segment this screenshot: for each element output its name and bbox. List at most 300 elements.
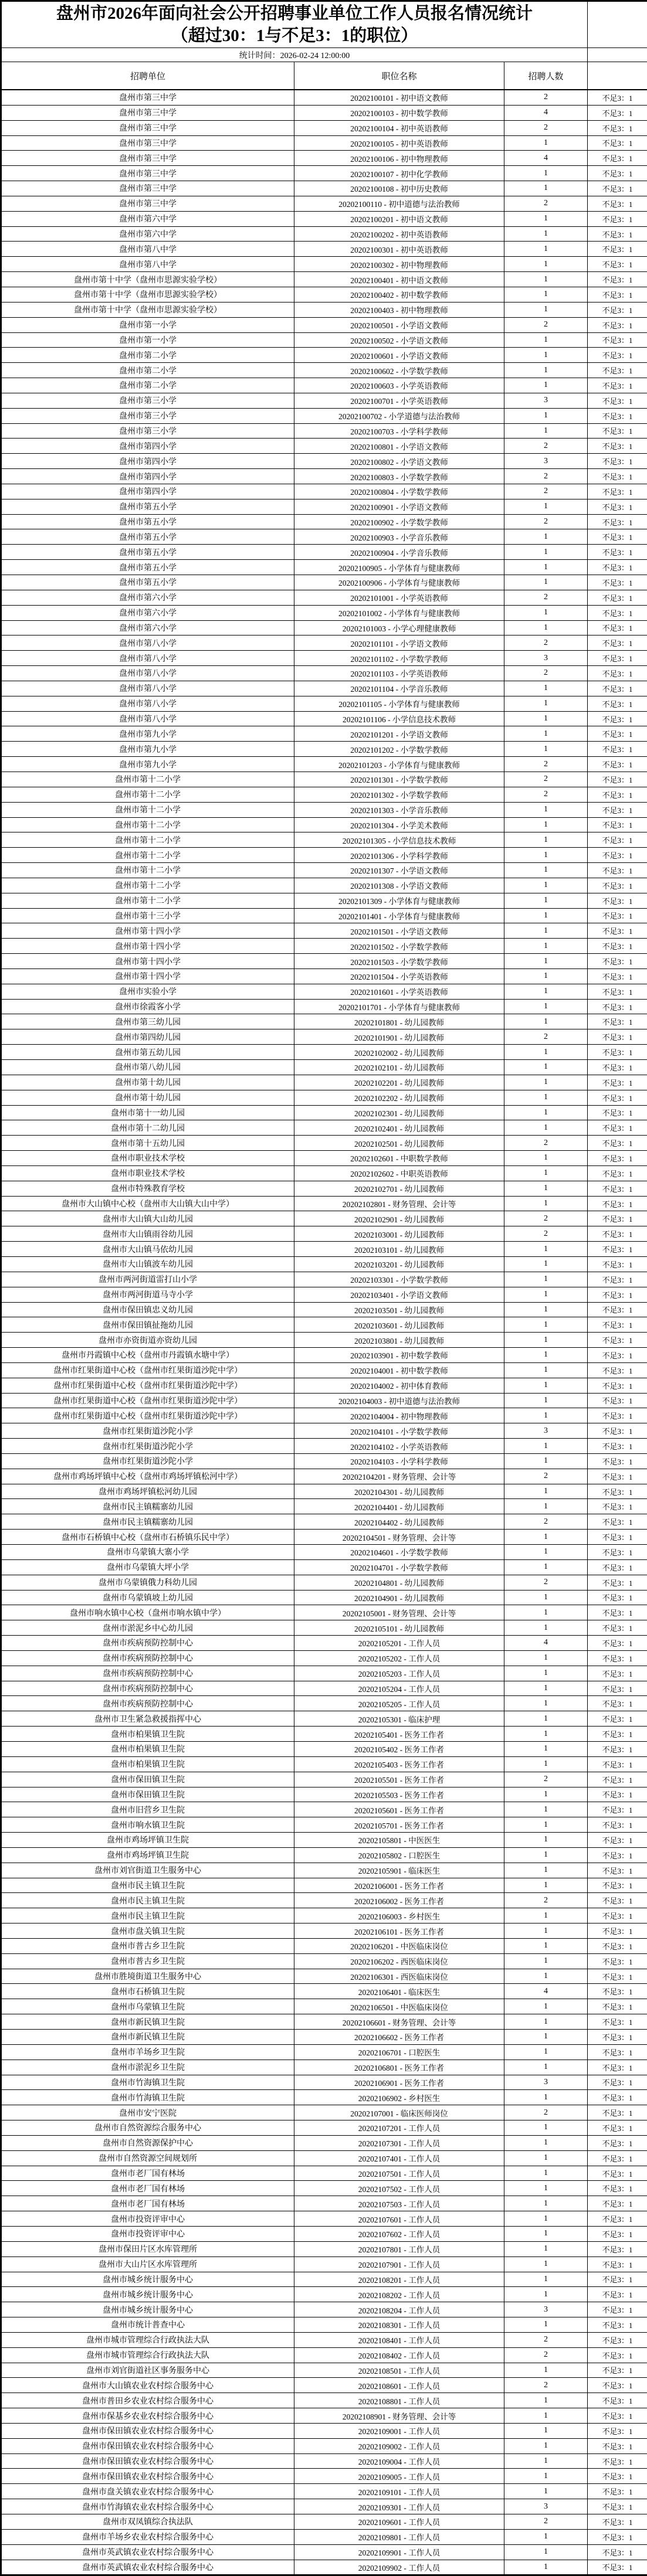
- position-cell: 20202102202 - 幼儿园教师: [294, 1090, 504, 1105]
- count-cell: 1: [504, 1999, 588, 2014]
- ratio-cell: 不足3：1: [588, 317, 647, 332]
- unit-cell: 盘州市红果街道中心校（盘州市红果街道沙陀中学）: [1, 1408, 294, 1423]
- position-cell: 20202105205 - 工作人员: [294, 1696, 504, 1711]
- count-cell: 2: [504, 1772, 588, 1787]
- count-cell: 1: [504, 272, 588, 287]
- position-cell: 20202104801 - 幼儿园教师: [294, 1575, 504, 1590]
- count-cell: 1: [504, 1969, 588, 1984]
- table-row: [1, 545, 647, 560]
- unit-cell: 盘州市柏果镇卫生院: [1, 1741, 294, 1756]
- position-cell: 20202102201 - 幼儿园教师: [294, 1075, 504, 1090]
- table-row: [1, 1817, 647, 1833]
- unit-cell: 盘州市第一小学: [1, 332, 294, 348]
- position-cell: 20202101105 - 小学体育与健康教师: [294, 696, 504, 711]
- ratio-cell: 不足3：1: [588, 1423, 647, 1439]
- position-cell: 20202106001 - 医务工作者: [294, 1878, 504, 1893]
- unit-cell: 盘州市大山镇马依幼儿园: [1, 1242, 294, 1257]
- ratio-cell: 不足3：1: [588, 242, 647, 257]
- unit-cell: 盘州市第九小学: [1, 726, 294, 742]
- unit-cell: 盘州市第十二小学: [1, 893, 294, 908]
- unit-cell: 盘州市鸡场坪镇中心校（盘州市鸡场坪镇松河中学）: [1, 1469, 294, 1484]
- position-cell: 20202109601 - 工作人员: [294, 2514, 504, 2530]
- ratio-cell: 不足3：1: [588, 2529, 647, 2544]
- table-row: [1, 454, 647, 469]
- unit-cell: 盘州市羊场乡农业农村综合服务中心: [1, 2529, 294, 2544]
- count-cell: 1: [504, 211, 588, 226]
- count-cell: 1: [504, 2044, 588, 2060]
- title-row: [1, 1, 647, 48]
- position-cell: 20202102401 - 幼儿园教师: [294, 1120, 504, 1136]
- ratio-cell: 不足3：1: [588, 817, 647, 832]
- ratio-cell: 不足3：1: [588, 1590, 647, 1605]
- ratio-cell: 不足3：1: [588, 2196, 647, 2211]
- count-cell: 1: [504, 863, 588, 878]
- unit-cell: 盘州市疾病预防控制中心: [1, 1650, 294, 1666]
- table-row: [1, 1181, 647, 1196]
- table-row: [1, 939, 647, 954]
- count-cell: 1: [504, 1741, 588, 1756]
- column-header-unit: 招聘单位: [1, 62, 294, 90]
- table-row: [1, 1060, 647, 1075]
- unit-cell: 盘州市竹海镇卫生院: [1, 2075, 294, 2090]
- unit-cell: 盘州市民主镇糯寨幼儿园: [1, 1514, 294, 1530]
- count-cell: 1: [504, 2135, 588, 2150]
- unit-cell: 盘州市保田镇扯拖幼儿园: [1, 1317, 294, 1333]
- ratio-cell: 不足3：1: [588, 1923, 647, 1939]
- unit-cell: 盘州市竹海镇农业农村综合服务中心: [1, 2499, 294, 2514]
- count-cell: 2: [504, 1029, 588, 1045]
- count-cell: 1: [504, 2408, 588, 2424]
- position-cell: 20202100701 - 小学英语教师: [294, 393, 504, 408]
- unit-cell: 盘州市安宁医院: [1, 2105, 294, 2120]
- count-cell: 2: [504, 1575, 588, 1590]
- unit-cell: 盘州市统计普查中心: [1, 2317, 294, 2333]
- unit-cell: 盘州市民主镇卫生院: [1, 1893, 294, 1908]
- table-header-row: [1, 62, 647, 90]
- unit-cell: 盘州市第六小学: [1, 605, 294, 620]
- table-row: [1, 1575, 647, 1590]
- ratio-cell: 不足3：1: [588, 2363, 647, 2378]
- ratio-cell: 不足3：1: [588, 332, 647, 348]
- position-cell: 20202101202 - 小学数学教师: [294, 742, 504, 757]
- unit-cell: 盘州市红果街道沙陀小学: [1, 1453, 294, 1469]
- unit-cell: 盘州市羊场乡卫生院: [1, 2044, 294, 2060]
- table-row: [1, 2014, 647, 2030]
- unit-cell: 盘州市第三中学: [1, 166, 294, 181]
- count-cell: 4: [504, 1636, 588, 1651]
- ratio-cell: 不足3：1: [588, 757, 647, 772]
- table-row: [1, 908, 647, 923]
- position-cell: 20202106002 - 医务工作者: [294, 1893, 504, 1908]
- unit-cell: 盘州市第十二小学: [1, 772, 294, 787]
- ratio-cell: 不足3：1: [588, 1226, 647, 1242]
- position-cell: 20202106902 - 乡村医生: [294, 2090, 504, 2105]
- unit-cell: 盘州市保田镇农业农村综合服务中心: [1, 2469, 294, 2484]
- ratio-cell: 不足3：1: [588, 1408, 647, 1423]
- ratio-cell: 不足3：1: [588, 1302, 647, 1317]
- ratio-cell: 不足3：1: [588, 1696, 647, 1711]
- table-row: [1, 1348, 647, 1363]
- ratio-cell: 不足3：1: [588, 90, 647, 105]
- unit-cell: 盘州市保田镇农业农村综合服务中心: [1, 2438, 294, 2453]
- unit-cell: 盘州市第十四小学: [1, 939, 294, 954]
- count-cell: 1: [504, 681, 588, 696]
- count-cell: 1: [504, 332, 588, 348]
- page-title: [1, 1, 588, 48]
- position-cell: 20202100101 - 初中语文教师: [294, 90, 504, 105]
- ratio-cell: 不足3：1: [588, 1256, 647, 1272]
- count-cell: 1: [504, 302, 588, 317]
- ratio-cell: 不足3：1: [588, 2514, 647, 2530]
- table-row: [1, 408, 647, 423]
- ratio-cell: 不足3：1: [588, 742, 647, 757]
- unit-cell: 盘州市红果街道沙陀小学: [1, 1439, 294, 1454]
- count-cell: 1: [504, 2393, 588, 2408]
- table-row: [1, 2287, 647, 2302]
- position-cell: 20202109005 - 工作人员: [294, 2469, 504, 2484]
- unit-cell: 盘州市城市管理综合行政执法大队: [1, 2347, 294, 2363]
- count-cell: 1: [504, 2030, 588, 2045]
- count-cell: 1: [504, 1362, 588, 1378]
- ratio-cell: 不足3：1: [588, 196, 647, 211]
- count-cell: 1: [504, 2166, 588, 2181]
- unit-cell: 盘州市乌蒙镇大坪小学: [1, 1559, 294, 1575]
- table-row: [1, 242, 647, 257]
- position-cell: 20202102501 - 幼儿园教师: [294, 1136, 504, 1151]
- unit-cell: 盘州市城市管理综合行政执法大队: [1, 2332, 294, 2347]
- count-cell: 2: [504, 635, 588, 651]
- table-row: [1, 651, 647, 666]
- ratio-cell: 不足3：1: [588, 999, 647, 1014]
- unit-cell: 盘州市第五小学: [1, 499, 294, 514]
- table-row: [1, 560, 647, 575]
- ratio-cell: 不足3：1: [588, 1181, 647, 1196]
- count-cell: 1: [504, 1317, 588, 1333]
- table-row: [1, 696, 647, 711]
- unit-cell: 盘州市亦资街道亦资幼儿园: [1, 1333, 294, 1348]
- position-cell: 20202107001 - 临床医师岗位: [294, 2105, 504, 2120]
- count-cell: 2: [504, 787, 588, 802]
- position-cell: 20202101302 - 小学数学教师: [294, 787, 504, 802]
- count-cell: 1: [504, 545, 588, 560]
- position-cell: 20202105001 - 财务管理、会计等: [294, 1605, 504, 1620]
- count-cell: 1: [504, 2287, 588, 2302]
- unit-cell: 盘州市红果街道沙陀小学: [1, 1423, 294, 1439]
- position-cell: 20202106401 - 临床医生: [294, 1984, 504, 1999]
- ratio-cell: 不足3：1: [588, 666, 647, 681]
- count-cell: 2: [504, 90, 588, 105]
- ratio-cell: 不足3：1: [588, 939, 647, 954]
- position-cell: 20202104103 - 小学科学教师: [294, 1453, 504, 1469]
- table-row: [1, 1878, 647, 1893]
- position-cell: 20202103201 - 幼儿园教师: [294, 1256, 504, 1272]
- count-cell: 1: [504, 1105, 588, 1120]
- table-row: [1, 1681, 647, 1696]
- ratio-cell: 不足3：1: [588, 1453, 647, 1469]
- unit-cell: 盘州市英武镇农业农村综合服务中心: [1, 2560, 294, 2575]
- count-cell: 1: [504, 696, 588, 711]
- count-cell: 1: [504, 817, 588, 832]
- table-row: [1, 1196, 647, 1211]
- count-cell: 3: [504, 651, 588, 666]
- unit-cell: 盘州市第六中学: [1, 226, 294, 242]
- table-row: [1, 1636, 647, 1651]
- unit-cell: 盘州市第二小学: [1, 378, 294, 393]
- position-cell: 20202105601 - 医务工作者: [294, 1802, 504, 1817]
- ratio-cell: 不足3：1: [588, 2347, 647, 2363]
- position-cell: 20202101103 - 小学英语教师: [294, 666, 504, 681]
- table-row: [1, 802, 647, 817]
- table-row: [1, 1666, 647, 1681]
- count-cell: 1: [504, 1666, 588, 1681]
- ratio-cell: 不足3：1: [588, 1242, 647, 1257]
- table-row: [1, 1787, 647, 1802]
- position-cell: 20202101106 - 小学信息技术教师: [294, 711, 504, 726]
- count-cell: 3: [504, 2499, 588, 2514]
- ratio-cell: 不足3：1: [588, 2166, 647, 2181]
- table-row: [1, 1120, 647, 1136]
- unit-cell: 盘州市双凤镇综合执法队: [1, 2514, 294, 2530]
- ratio-cell: 不足3：1: [588, 984, 647, 999]
- table-row: [1, 635, 647, 651]
- ratio-cell: 不足3：1: [588, 1756, 647, 1772]
- ratio-cell: 不足3：1: [588, 1075, 647, 1090]
- table-row: [1, 2044, 647, 2060]
- table-row: [1, 787, 647, 802]
- table-row: [1, 1045, 647, 1060]
- unit-cell: 盘州市两河街道雷打山小学: [1, 1272, 294, 1287]
- unit-cell: 盘州市第八中学: [1, 257, 294, 272]
- table-row: [1, 1908, 647, 1923]
- table-row: [1, 832, 647, 848]
- count-cell: 3: [504, 393, 588, 408]
- ratio-cell: 不足3：1: [588, 499, 647, 514]
- unit-cell: 盘州市两河街道马寺小学: [1, 1287, 294, 1302]
- position-cell: 20202102002 - 幼儿园教师: [294, 1045, 504, 1060]
- table-row: [1, 1650, 647, 1666]
- position-cell: 20202106901 - 医务工作者: [294, 2075, 504, 2090]
- count-cell: 1: [504, 1499, 588, 1514]
- count-cell: 1: [504, 908, 588, 923]
- count-cell: 2: [504, 514, 588, 529]
- count-cell: 2: [504, 196, 588, 211]
- ratio-cell: 不足3：1: [588, 2484, 647, 2499]
- count-cell: 1: [504, 560, 588, 575]
- unit-cell: 盘州市第八小学: [1, 711, 294, 726]
- ratio-cell: 不足3：1: [588, 1151, 647, 1166]
- table-row: [1, 1439, 647, 1454]
- unit-cell: 盘州市民主镇卫生院: [1, 1908, 294, 1923]
- ratio-cell: 不足3：1: [588, 802, 647, 817]
- count-cell: 1: [504, 1484, 588, 1499]
- position-cell: 20202109004 - 工作人员: [294, 2453, 504, 2469]
- position-cell: 20202103801 - 幼儿园教师: [294, 1333, 504, 1348]
- unit-cell: 盘州市英武镇农业农村综合服务中心: [1, 2544, 294, 2560]
- position-cell: 20202109801 - 工作人员: [294, 2529, 504, 2544]
- table-row: [1, 514, 647, 529]
- unit-cell: 盘州市乌蒙镇俄力科幼儿园: [1, 1575, 294, 1590]
- table-row: [1, 1226, 647, 1242]
- unit-cell: 盘州市民主镇卫生院: [1, 1878, 294, 1893]
- count-cell: 1: [504, 1938, 588, 1953]
- ratio-cell: 不足3：1: [588, 1211, 647, 1226]
- ratio-cell: 不足3：1: [588, 1545, 647, 1560]
- position-cell: 20202100603 - 小学英语教师: [294, 378, 504, 393]
- ratio-cell: 不足3：1: [588, 923, 647, 939]
- ratio-cell: 不足3：1: [588, 1863, 647, 1878]
- count-cell: 1: [504, 1787, 588, 1802]
- position-cell: 20202104701 - 小学数学教师: [294, 1559, 504, 1575]
- ratio-cell: 不足3：1: [588, 2181, 647, 2196]
- table-row: [1, 1953, 647, 1969]
- position-cell: 20202106301 - 西医临床岗位: [294, 1969, 504, 1984]
- table-row: [1, 1802, 647, 1817]
- table-row: [1, 999, 647, 1014]
- unit-cell: 盘州市第八小学: [1, 666, 294, 681]
- ratio-cell: 不足3：1: [588, 1953, 647, 1969]
- unit-cell: 盘州市第三小学: [1, 423, 294, 439]
- unit-cell: 盘州市第十二小学: [1, 863, 294, 878]
- count-cell: 1: [504, 2560, 588, 2575]
- unit-cell: 盘州市鸡场坪镇卫生院: [1, 1833, 294, 1848]
- table-row: [1, 211, 647, 226]
- ratio-cell: 不足3：1: [588, 2317, 647, 2333]
- count-cell: 1: [504, 968, 588, 984]
- ratio-cell: 不足3：1: [588, 2150, 647, 2166]
- unit-cell: 盘州市鸡场坪镇松河幼儿园: [1, 1484, 294, 1499]
- count-cell: 1: [504, 2226, 588, 2241]
- ratio-cell: 不足3：1: [588, 1530, 647, 1545]
- ratio-cell: 不足3：1: [588, 575, 647, 590]
- count-cell: 1: [504, 893, 588, 908]
- table-row: [1, 1029, 647, 1045]
- count-cell: 1: [504, 1711, 588, 1727]
- count-cell: 1: [504, 529, 588, 545]
- table-row: [1, 2060, 647, 2075]
- unit-cell: 盘州市石桥镇卫生院: [1, 1984, 294, 1999]
- unit-cell: 盘州市第四幼儿园: [1, 1029, 294, 1045]
- position-cell: 20202105301 - 临床护理: [294, 1711, 504, 1727]
- count-cell: 3: [504, 454, 588, 469]
- count-cell: 1: [504, 2211, 588, 2227]
- count-cell: 1: [504, 348, 588, 363]
- count-cell: 2: [504, 1136, 588, 1151]
- position-cell: 20202100401 - 初中语文教师: [294, 272, 504, 287]
- position-cell: 20202105403 - 医务工作者: [294, 1756, 504, 1772]
- table-row: [1, 2090, 647, 2105]
- table-row: [1, 226, 647, 242]
- table-row: [1, 1833, 647, 1848]
- count-cell: 1: [504, 1650, 588, 1666]
- table-row: [1, 1847, 647, 1863]
- position-cell: 20202109902 - 工作人员: [294, 2560, 504, 2575]
- ratio-cell: 不足3：1: [588, 2393, 647, 2408]
- count-cell: 1: [504, 1060, 588, 1075]
- position-cell: 20202106601 - 财务管理、会计等: [294, 2014, 504, 2030]
- count-cell: 1: [504, 1590, 588, 1605]
- unit-cell: 盘州市老厂国有林场: [1, 2181, 294, 2196]
- ratio-cell: 不足3：1: [588, 1908, 647, 1923]
- position-cell: 20202105503 - 医务工作者: [294, 1787, 504, 1802]
- ratio-cell: 不足3：1: [588, 863, 647, 878]
- unit-cell: 盘州市职业技术学校: [1, 1165, 294, 1181]
- unit-cell: 盘州市乌蒙镇卫生院: [1, 1999, 294, 2014]
- count-cell: 1: [504, 620, 588, 635]
- unit-cell: 盘州市第十五幼儿园: [1, 1136, 294, 1151]
- position-cell: 20202101003 - 小学心理健康教师: [294, 620, 504, 635]
- ratio-cell: 不足3：1: [588, 1362, 647, 1378]
- position-cell: 20202101304 - 小学美术教师: [294, 817, 504, 832]
- ratio-cell: 不足3：1: [588, 1650, 647, 1666]
- ratio-cell: 不足3：1: [588, 2453, 647, 2469]
- ratio-cell: 不足3：1: [588, 1711, 647, 1727]
- position-cell: 20202102901 - 幼儿园教师: [294, 1211, 504, 1226]
- unit-cell: 盘州市保田镇农业农村综合服务中心: [1, 2453, 294, 2469]
- ratio-cell: 不足3：1: [588, 2378, 647, 2393]
- table-row: [1, 605, 647, 620]
- ratio-cell: 不足3：1: [588, 1196, 647, 1211]
- position-cell: 20202107801 - 工作人员: [294, 2241, 504, 2256]
- ratio-cell: 不足3：1: [588, 529, 647, 545]
- ratio-cell: 不足3：1: [588, 2226, 647, 2241]
- count-cell: 1: [504, 378, 588, 393]
- ratio-cell: 不足3：1: [588, 2499, 647, 2514]
- table-row: [1, 1984, 647, 1999]
- count-cell: 1: [504, 1272, 588, 1287]
- position-cell: 20202105402 - 医务工作者: [294, 1741, 504, 1756]
- table-row: [1, 1151, 647, 1166]
- unit-cell: 盘州市保田镇忠义幼儿园: [1, 1302, 294, 1317]
- unit-cell: 盘州市城乡统计服务中心: [1, 2302, 294, 2317]
- position-cell: 20202108301 - 工作人员: [294, 2317, 504, 2333]
- position-cell: 20202105401 - 医务工作者: [294, 1727, 504, 1742]
- table-row: [1, 1756, 647, 1772]
- position-cell: 20202100501 - 小学语文教师: [294, 317, 504, 332]
- position-cell: 20202101701 - 小学体育与健康教师: [294, 999, 504, 1014]
- ratio-cell: 不足3：1: [588, 2287, 647, 2302]
- unit-cell: 盘州市丹霞镇中心校（盘州市丹霞镇水塘中学）: [1, 1348, 294, 1363]
- count-cell: 1: [504, 1075, 588, 1090]
- ratio-cell: 不足3：1: [588, 1605, 647, 1620]
- table-row: [1, 1696, 647, 1711]
- ratio-cell: 不足3：1: [588, 848, 647, 863]
- position-cell: 20202106003 - 乡村医生: [294, 1908, 504, 1923]
- unit-cell: 盘州市第五小学: [1, 514, 294, 529]
- table-row: [1, 90, 647, 105]
- position-cell: 20202101104 - 小学音乐教师: [294, 681, 504, 696]
- table-row: [1, 681, 647, 696]
- unit-cell: 盘州市第十二小学: [1, 848, 294, 863]
- position-cell: 20202100904 - 小学音乐教师: [294, 545, 504, 560]
- count-cell: 1: [504, 1908, 588, 1923]
- count-cell: 2: [504, 666, 588, 681]
- table-row: [1, 726, 647, 742]
- unit-cell: 盘州市特殊教育学校: [1, 1181, 294, 1196]
- count-cell: 1: [504, 1181, 588, 1196]
- column-header-position: 职位名称: [294, 62, 504, 90]
- count-cell: 1: [504, 1620, 588, 1636]
- position-cell: 20202100801 - 小学语文教师: [294, 439, 504, 454]
- count-cell: 1: [504, 2453, 588, 2469]
- unit-cell: 盘州市第十四小学: [1, 923, 294, 939]
- position-cell: 20202101601 - 小学英语教师: [294, 984, 504, 999]
- ratio-cell: 不足3：1: [588, 1469, 647, 1484]
- count-cell: 2: [504, 1514, 588, 1530]
- table-row: [1, 135, 647, 151]
- count-cell: 1: [504, 2423, 588, 2438]
- position-cell: 20202104501 - 财务管理、会计等: [294, 1530, 504, 1545]
- unit-cell: 盘州市乌蒙镇大寨小学: [1, 1545, 294, 1560]
